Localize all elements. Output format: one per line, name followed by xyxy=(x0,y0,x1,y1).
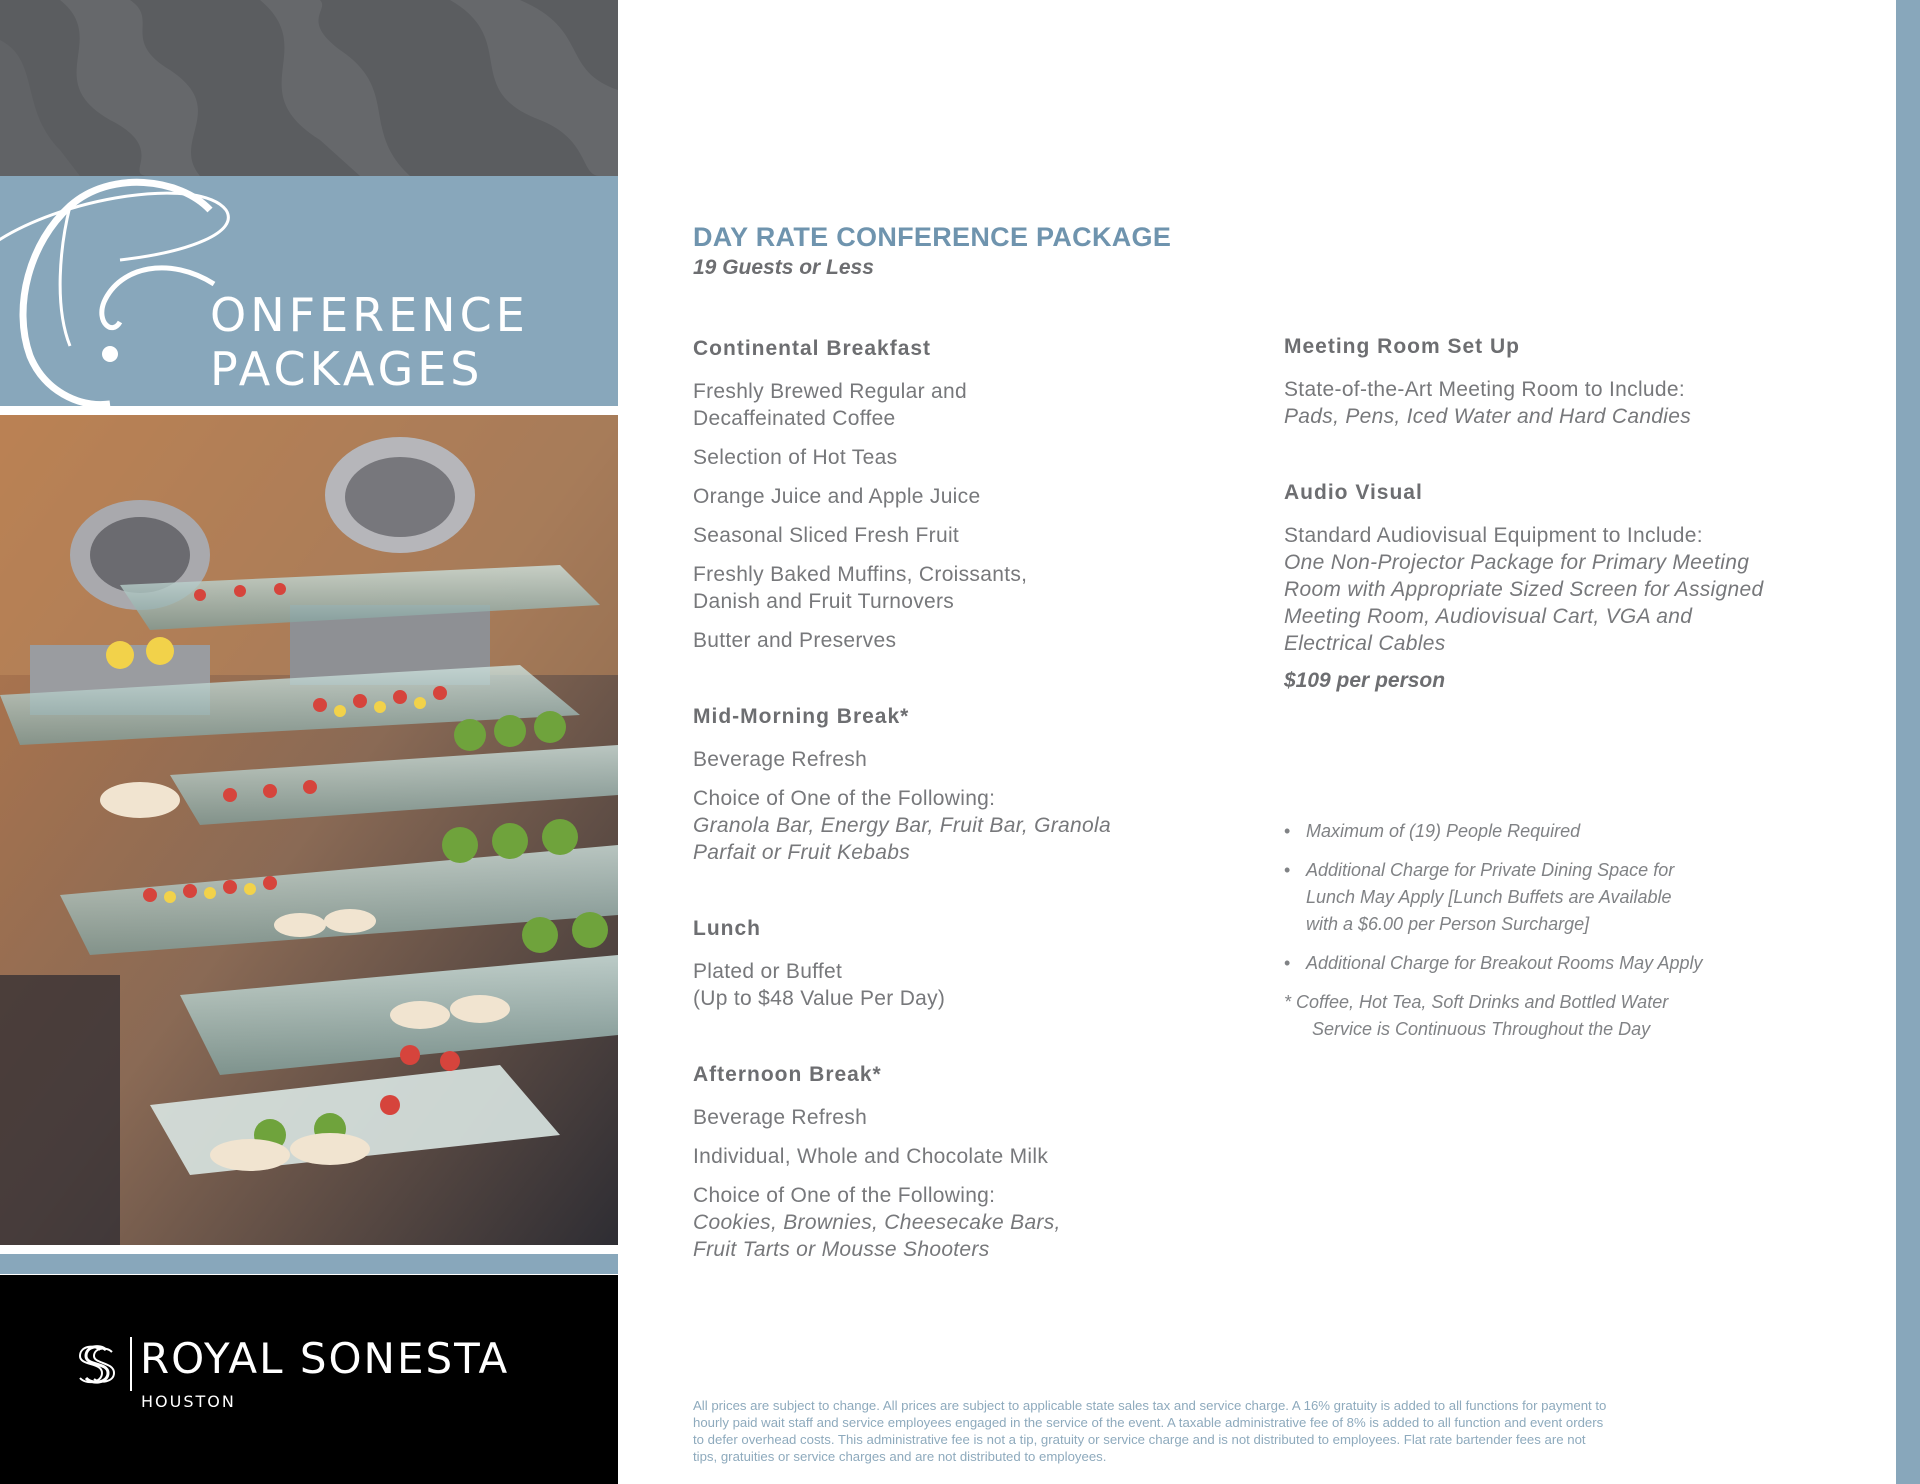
title-line-1: ONFERENCE xyxy=(210,288,529,342)
mid-morning-break-section xyxy=(693,704,1253,866)
audio-visual-heading: Audio Visual xyxy=(1284,481,1423,504)
menu-item-line: Danish and Fruit Turnovers xyxy=(693,590,955,613)
brand-name: ROYAL SONESTA xyxy=(140,1334,510,1383)
conference-packages-title xyxy=(210,288,529,396)
note-text: Maximum of (19) People Required xyxy=(1306,821,1581,841)
continental-breakfast-section xyxy=(693,336,1253,654)
menu-item xyxy=(693,522,1253,549)
menu-item-line: Seasonal Sliced Fresh Fruit xyxy=(693,524,960,547)
menu-item xyxy=(693,444,1253,471)
menu-item xyxy=(693,1182,1253,1263)
right-edge-strip xyxy=(1896,0,1920,1484)
title-line-2: PACKAGES xyxy=(210,342,484,396)
note-item xyxy=(1284,857,1844,938)
menu-item xyxy=(693,785,1253,866)
note-text: Additional Charge for Breakout Rooms May Apply xyxy=(1306,953,1703,973)
menu-item-line: Butter and Preserves xyxy=(693,629,897,652)
package-title: DAY RATE CONFERENCE PACKAGE xyxy=(693,222,1172,252)
afternoon-break-section xyxy=(693,1062,1253,1263)
menu-item-line: Orange Juice and Apple Juice xyxy=(693,485,981,508)
royal-sonesta-logo-icon xyxy=(76,1342,122,1388)
lunch-section xyxy=(693,916,1253,1012)
menu-item-line: (Up to $48 Value Per Day) xyxy=(693,987,946,1010)
note-text: Additional Charge for Private Dining Space for xyxy=(1306,860,1675,880)
menu-item xyxy=(693,746,1253,773)
menu-item xyxy=(693,378,1253,432)
menu-item-line: Decaffeinated Coffee xyxy=(693,407,896,430)
menu-item-line: Freshly Baked Muffins, Croissants, xyxy=(693,563,1028,586)
audio-visual-label: Standard Audiovisual Equipment to Include: xyxy=(1284,524,1703,547)
accent-band xyxy=(0,1254,618,1274)
audio-visual-detail: Electrical Cables xyxy=(1284,632,1446,655)
mid-morning-break-heading: Mid-Morning Break* xyxy=(693,705,910,728)
menu-item-line: Plated or Buffet xyxy=(693,960,843,983)
afternoon-break-heading: Afternoon Break* xyxy=(693,1063,882,1086)
note-item xyxy=(1284,818,1844,845)
choice-label: Choice of One of the Following: xyxy=(693,1184,996,1207)
buffet-photo-icon xyxy=(0,415,618,1245)
package-subtitle: 19 Guests or Less xyxy=(693,256,874,279)
menu-item xyxy=(1284,376,1864,430)
buffet-photo xyxy=(0,415,618,1245)
package-notes xyxy=(1284,818,1844,1043)
meeting-room-detail: Pads, Pens, Iced Water and Hard Candies xyxy=(1284,405,1692,428)
left-column xyxy=(693,336,1253,1313)
menu-item xyxy=(693,1143,1253,1170)
right-column xyxy=(1284,334,1864,693)
footnote-line: * Coffee, Hot Tea, Soft Drinks and Bottled Water xyxy=(1284,992,1669,1012)
menu-item xyxy=(693,561,1253,615)
service-footnote xyxy=(1284,989,1844,1043)
choice-options: Cookies, Brownies, Cheesecake Bars, xyxy=(693,1211,1061,1234)
menu-item xyxy=(693,483,1253,510)
disclaimer-line: to defer overhead costs. This administrative fee is not a tip, gratuity or service charge and is not distributed to employees. Flat rate bartender fees are not xyxy=(693,1432,1586,1447)
wave-pattern-icon xyxy=(0,0,618,176)
menu-item-line: Individual, Whole and Chocolate Milk xyxy=(693,1145,1049,1168)
pricing-disclaimer xyxy=(693,1397,1833,1465)
menu-item-line: Beverage Refresh xyxy=(693,748,868,771)
menu-item xyxy=(693,627,1253,654)
note-text: with a $6.00 per Person Surcharge] xyxy=(1306,914,1590,934)
package-price: $109 per person xyxy=(1284,669,1446,692)
menu-item xyxy=(1284,522,1864,657)
audio-visual-detail: One Non-Projector Package for Primary Meeting xyxy=(1284,551,1750,574)
menu-item-line: Beverage Refresh xyxy=(693,1106,868,1129)
logo-divider xyxy=(130,1337,132,1391)
footnote-line: Service is Continuous Throughout the Day xyxy=(1312,1019,1651,1039)
note-text: Lunch May Apply [Lunch Buffets are Available xyxy=(1306,887,1672,907)
continental-breakfast-heading: Continental Breakfast xyxy=(693,337,932,360)
meeting-room-label: State-of-the-Art Meeting Room to Include: xyxy=(1284,378,1685,401)
title-band xyxy=(0,176,618,406)
meeting-room-heading: Meeting Room Set Up xyxy=(1284,335,1521,358)
meeting-room-section xyxy=(1284,334,1864,430)
bullet-icon: • xyxy=(1284,860,1291,880)
audio-visual-detail: Meeting Room, Audiovisual Cart, VGA and xyxy=(1284,605,1693,628)
note-item xyxy=(1284,950,1844,977)
lunch-heading: Lunch xyxy=(693,917,761,940)
choice-label: Choice of One of the Following: xyxy=(693,787,996,810)
disclaimer-line: All prices are subject to change. All prices are subject to applicable state sales tax and service charge. A 16% gratuity is added to all functions for payment to xyxy=(693,1398,1607,1413)
disclaimer-line: hourly paid wait staff and service employees engaged in the service of the event. A taxable administrative fee of 8% is added to all function and event orders xyxy=(693,1415,1604,1430)
choice-options: Granola Bar, Energy Bar, Fruit Bar, Granola xyxy=(693,814,1111,837)
menu-item xyxy=(693,958,1253,1012)
choice-options: Parfait or Fruit Kebabs xyxy=(693,841,910,864)
audio-visual-section xyxy=(1284,480,1864,693)
menu-item-line: Freshly Brewed Regular and xyxy=(693,380,967,403)
decorative-pattern xyxy=(0,0,618,176)
bullet-icon: • xyxy=(1284,953,1291,973)
disclaimer-line: tips, gratuities or service charges and are not distributed to employees. xyxy=(693,1449,1107,1464)
brand-footer xyxy=(0,1275,618,1484)
left-panel xyxy=(0,0,618,1484)
menu-item xyxy=(693,1104,1253,1131)
audio-visual-detail: Room with Appropriate Sized Screen for Assigned xyxy=(1284,578,1764,601)
menu-item-line: Selection of Hot Teas xyxy=(693,446,898,469)
choice-options: Fruit Tarts or Mousse Shooters xyxy=(693,1238,990,1261)
brand-city: HOUSTON xyxy=(141,1392,236,1411)
bullet-icon: • xyxy=(1284,821,1291,841)
